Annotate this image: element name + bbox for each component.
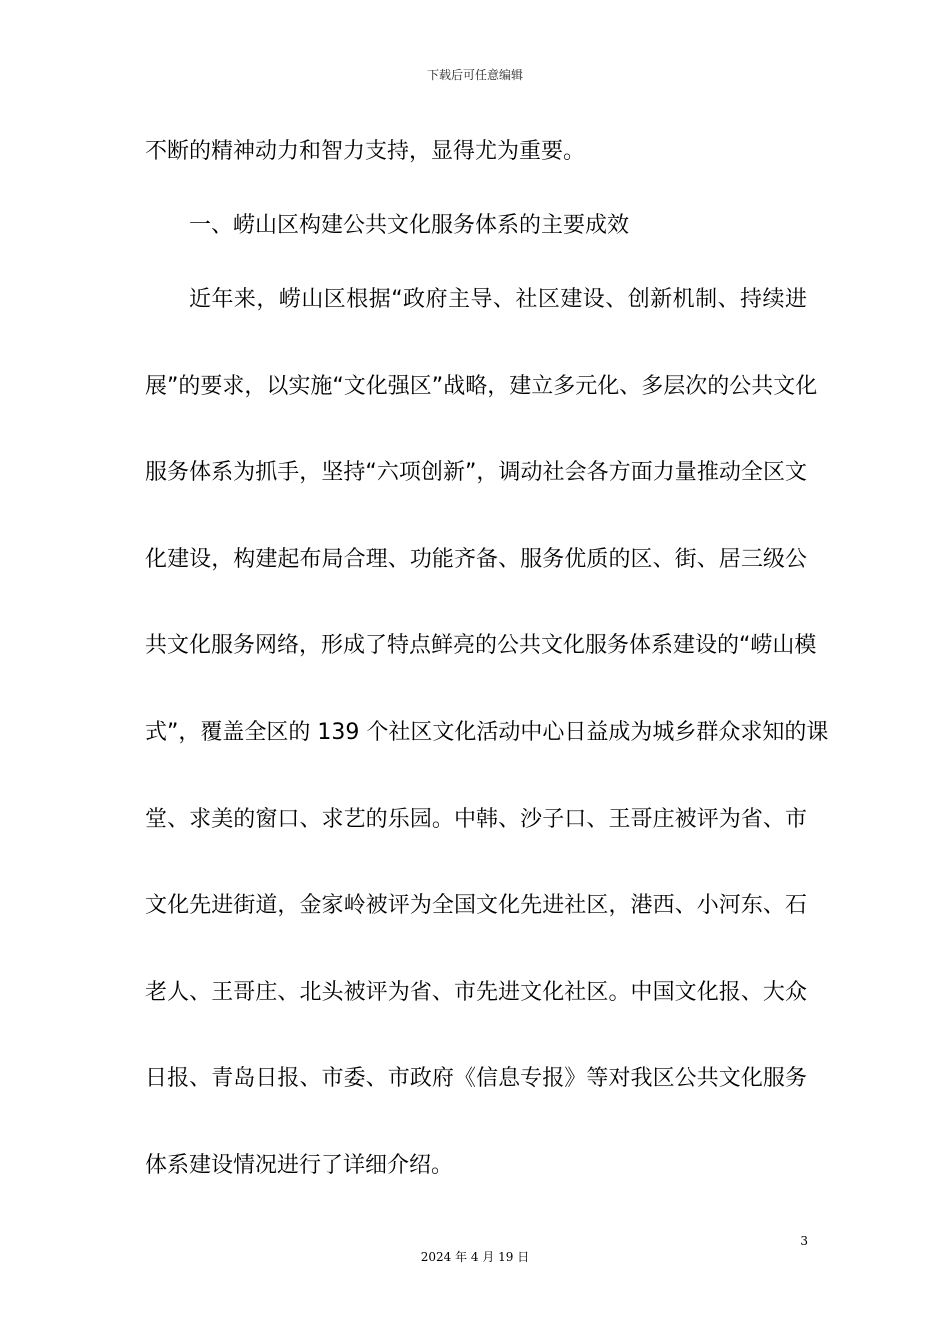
text-line: 服务体系为抓手，坚持“六项创新”，调动社会各方面力量推动全区文 bbox=[145, 460, 807, 486]
text-line: 堂、求美的窗口、求艺的乐园。中韩、沙子口、王哥庄被评为省、市 bbox=[145, 806, 807, 832]
text-line: 老人、王哥庄、北头被评为省、市先进文化社区。中国文化报、大众 bbox=[145, 979, 807, 1005]
page-header: 下载后可任意编辑 bbox=[426, 68, 523, 82]
text-line: 日报、青岛日报、市委、市政府《信息专报》等对我区公共文化服务 bbox=[145, 1066, 807, 1092]
page-number: 3 bbox=[800, 1234, 808, 1248]
text-line: 不断的精神动力和智力支持，显得尤为重要。 bbox=[145, 139, 586, 164]
text-line: 文化先进街道，金家岭被评为全国文化先进社区，港西、小河东、石 bbox=[145, 893, 807, 919]
text-line: 体系建设情况进行了详细介绍。 bbox=[145, 1152, 454, 1178]
section-heading: 一、崂山区构建公共文化服务体系的主要成效 bbox=[189, 213, 630, 238]
text-line: 近年来，崂山区根据“政府主导、社区建设、创新机制、持续进 bbox=[189, 287, 807, 312]
footer-date: 2024 年 4 月 19 日 bbox=[420, 1250, 530, 1264]
text-line: 式”，覆盖全区的 139 个社区文化活动中心日益成为城乡群众求知的课 bbox=[145, 719, 829, 745]
document-body bbox=[145, 128, 829, 1229]
text-line: 展”的要求，以实施“文化强区”战略，建立多元化、多层次的公共文化 bbox=[145, 373, 818, 399]
text-line: 化建设，构建起布局合理、功能齐备、服务优质的区、街、居三级公 bbox=[145, 546, 807, 572]
text-line: 共文化服务网络，形成了特点鲜亮的公共文化服务体系建设的“崂山模 bbox=[145, 633, 817, 659]
